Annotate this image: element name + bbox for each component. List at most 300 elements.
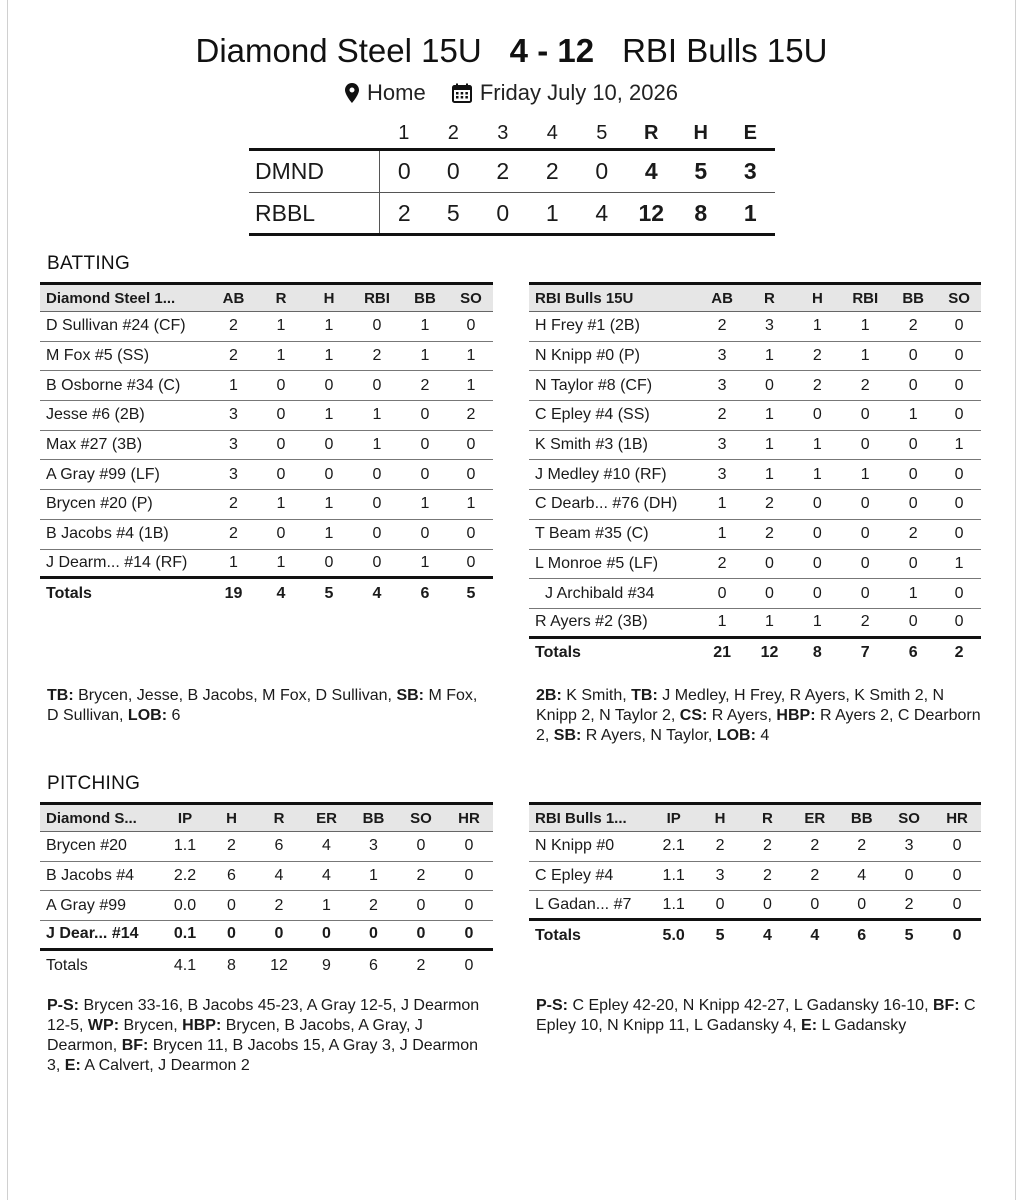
stat-cell: 3 xyxy=(717,347,727,365)
line-score-row-home xyxy=(249,192,775,233)
team-abbrev: RBBL xyxy=(255,199,316,226)
table-row xyxy=(529,520,981,550)
player-name: J Archibald #34 xyxy=(545,584,655,602)
runs-total: 12 xyxy=(638,199,665,226)
stat-column-header: R xyxy=(764,289,775,307)
inning-score: 0 xyxy=(446,158,460,184)
table-row xyxy=(529,342,981,372)
stat-cell: 2 xyxy=(229,525,238,543)
stat-cell: 0 xyxy=(954,347,964,365)
player-name: C Dearb... #76 (DH) xyxy=(535,495,678,513)
player-name: N Knipp #0 (P) xyxy=(535,347,640,365)
stat-cell: 1 xyxy=(466,347,476,365)
line-score-body xyxy=(249,148,775,236)
stat-column-header: H xyxy=(226,809,237,827)
table-row xyxy=(529,891,981,921)
table-row xyxy=(40,371,493,401)
stat-column-header: H xyxy=(323,289,335,307)
stat-cell: 1 xyxy=(276,495,286,513)
stat-column-header: SO xyxy=(460,289,482,307)
stat-cell: 2 xyxy=(466,406,476,424)
inning-3-header: 3 xyxy=(497,121,509,144)
note-value: R Ayers 2, C Dearborn 2, xyxy=(536,707,981,744)
note-key: CS: xyxy=(679,707,708,724)
note-value: J Medley, H Frey, R Ayers, K Smith 2, N Knipp 2, N Taylor 2, xyxy=(536,687,945,724)
player-name: N Taylor #8 (CF) xyxy=(535,376,653,394)
stat-cell: 1 xyxy=(860,347,870,365)
player-name: M Fox #5 (SS) xyxy=(46,347,150,365)
left-edge-line xyxy=(7,0,8,1200)
table-header-row xyxy=(40,802,493,832)
totals-cell: 19 xyxy=(224,585,243,603)
stat-cell: 2 xyxy=(908,317,918,335)
table-row xyxy=(40,550,493,580)
stat-cell: 1 xyxy=(812,317,822,335)
player-name: C Epley #4 (SS) xyxy=(535,406,650,424)
stat-cell: 1 xyxy=(372,436,382,454)
stat-cell: 0 xyxy=(717,584,727,602)
player-name: A Gray #99 xyxy=(46,896,127,914)
stat-cell: 2 xyxy=(810,837,820,855)
stat-cell: 0 xyxy=(812,525,822,543)
stat-cell: 0 xyxy=(715,895,725,913)
stat-column-header: SO xyxy=(410,809,432,827)
note-value: Brycen 33-16, B Jacobs 45-23, A Gray 12-5, J Dearmon 12-5, xyxy=(47,997,480,1034)
stat-cell: 2 xyxy=(857,837,867,855)
stat-cell: 2 xyxy=(904,895,914,913)
stat-cell: 4 xyxy=(322,867,331,885)
stat-cell: 0 xyxy=(420,525,430,543)
away-team-name: Diamond Steel 15U xyxy=(195,32,482,69)
stat-cell: 1 xyxy=(812,436,822,454)
stat-cell: 3 xyxy=(229,406,238,424)
stat-cell: 0 xyxy=(860,525,870,543)
pitching-table-away xyxy=(40,802,493,980)
note-value: R Ayers, N Taylor, xyxy=(581,727,717,744)
totals-row xyxy=(529,639,981,669)
stat-cell: 1 xyxy=(324,525,334,543)
stat-cell: 0 xyxy=(416,896,426,914)
inning-score: 0 xyxy=(595,158,609,184)
stat-cell: 1 xyxy=(765,347,774,365)
batting-notes-home xyxy=(536,686,984,746)
stat-cell: 1 xyxy=(324,406,334,424)
player-name: B Osborne #34 (C) xyxy=(46,376,181,394)
stat-cell: 1 xyxy=(765,613,774,631)
stat-cell: 0 xyxy=(372,376,382,394)
stat-cell: 4 xyxy=(274,867,284,885)
stat-cell: 0 xyxy=(954,465,964,483)
player-name: L Monroe #5 (LF) xyxy=(535,554,659,572)
errors-total: 1 xyxy=(743,199,757,226)
totals-cell: 6 xyxy=(420,585,430,603)
note-key: SB: xyxy=(396,687,424,704)
pitching-table-home xyxy=(529,802,981,951)
table-header-row xyxy=(529,282,981,312)
totals-cell: 4.1 xyxy=(173,956,197,974)
stat-column-header: SO xyxy=(948,289,970,307)
stat-cell: 2 xyxy=(908,525,918,543)
player-name: B Jacobs #4 (1B) xyxy=(46,525,169,543)
totals-cell: 5 xyxy=(715,926,725,944)
inning-score: 5 xyxy=(446,199,460,226)
stat-cell: 1 xyxy=(229,376,238,394)
totals-row xyxy=(40,579,493,609)
team-column-header: Diamond Steel 1... xyxy=(46,289,176,307)
line-score xyxy=(249,118,775,236)
game-title xyxy=(0,32,1023,70)
note-key: LOB: xyxy=(127,707,168,724)
stat-cell: 2 xyxy=(229,317,238,335)
stat-cell: 2 xyxy=(229,347,238,365)
totals-row xyxy=(529,921,981,951)
table-row xyxy=(529,579,981,609)
stat-cell: 0 xyxy=(322,925,331,943)
stat-column-header: IP xyxy=(177,809,193,827)
stat-cell: 3 xyxy=(765,317,774,335)
stat-cell: 0.0 xyxy=(173,896,197,914)
map-pin-icon xyxy=(345,83,359,103)
stat-cell: 0 xyxy=(464,925,474,943)
stat-cell: 2 xyxy=(763,867,772,885)
stat-cell: 2 xyxy=(229,495,238,513)
table-row xyxy=(40,490,493,520)
inning-score: 2 xyxy=(379,193,429,233)
player-name: H Frey #1 (2B) xyxy=(535,317,640,335)
stat-cell: 0 xyxy=(952,867,962,885)
totals-cell: 8 xyxy=(812,644,822,662)
table-row xyxy=(40,342,493,372)
totals-cell: 8 xyxy=(227,956,236,974)
stat-cell: 1 xyxy=(765,406,774,424)
note-value: K Smith, xyxy=(561,687,632,704)
stat-cell: 0 xyxy=(860,554,870,572)
totals-label: Totals xyxy=(535,644,581,662)
stat-column-header: BB xyxy=(362,809,385,827)
pitching-notes-home xyxy=(536,996,984,1036)
stat-cell: 1.1 xyxy=(173,837,197,855)
stat-column-header: IP xyxy=(666,809,681,827)
final-score: 4 - 12 xyxy=(509,32,595,69)
stat-cell: 1 xyxy=(860,317,870,335)
stat-cell: 0 xyxy=(812,554,822,572)
date xyxy=(452,80,678,106)
table-row xyxy=(40,921,493,951)
player-name: D Sullivan #24 (CF) xyxy=(46,317,186,335)
totals-cell: 21 xyxy=(713,644,731,662)
table-row xyxy=(40,832,493,862)
stat-cell: 1 xyxy=(420,495,430,513)
stat-cell: 1 xyxy=(466,495,476,513)
stat-column-header: AB xyxy=(711,289,733,307)
stat-cell: 2 xyxy=(765,495,774,513)
note-value: C Epley 10, N Knipp 11, L Gadansky 4, xyxy=(536,997,976,1034)
stat-cell: 0 xyxy=(904,867,914,885)
stat-cell: 0 xyxy=(420,436,430,454)
stat-column-header: AB xyxy=(222,289,245,307)
stat-column-header: RBI xyxy=(364,289,390,307)
stat-cell: 1.1 xyxy=(662,867,685,885)
stat-cell: 4 xyxy=(857,867,867,885)
stat-cell: 0 xyxy=(276,406,286,424)
stat-cell: 6 xyxy=(227,867,236,885)
stat-cell: 0 xyxy=(324,465,334,483)
stat-cell: 0 xyxy=(860,584,870,602)
stat-cell: 2 xyxy=(274,896,284,914)
totals-cell: 4 xyxy=(276,585,286,603)
note-value: Brycen, B Jacobs, A Gray, J Dearmon, xyxy=(47,1017,423,1054)
note-key: P-S: xyxy=(47,997,79,1014)
table-row xyxy=(529,371,981,401)
stat-cell: 1 xyxy=(420,317,430,335)
note-key: WP: xyxy=(87,1017,120,1034)
stat-cell: 0 xyxy=(908,347,918,365)
table-row xyxy=(40,312,493,342)
stat-cell: 0 xyxy=(372,465,382,483)
stat-cell: 2 xyxy=(717,406,727,424)
stat-cell: 0 xyxy=(372,553,382,571)
stat-cell: 2 xyxy=(812,347,822,365)
player-name: A Gray #99 (LF) xyxy=(46,465,160,483)
stat-cell: 0 xyxy=(464,867,474,885)
game-meta xyxy=(0,80,1023,109)
table-row xyxy=(529,609,981,639)
table-row xyxy=(40,431,493,461)
runs-header: R xyxy=(644,121,659,144)
table-row xyxy=(529,490,981,520)
note-value: 4 xyxy=(755,727,770,744)
stat-column-header: HR xyxy=(458,809,480,827)
stat-cell: 0 xyxy=(860,406,870,424)
stat-cell: 2 xyxy=(420,376,430,394)
note-key: BF: xyxy=(932,997,960,1014)
stat-cell: 1 xyxy=(812,465,822,483)
stat-cell: 0 xyxy=(466,317,476,335)
player-name: C Epley #4 xyxy=(535,867,614,885)
stat-cell: 2.1 xyxy=(662,837,685,855)
stat-cell: 0 xyxy=(276,376,286,394)
line-score-row-away xyxy=(249,151,775,192)
note-key: TB: xyxy=(631,687,658,704)
inning-2-header: 2 xyxy=(447,121,459,144)
player-name: R Ayers #2 (3B) xyxy=(535,613,648,631)
stat-cell: 1 xyxy=(765,436,774,454)
inning-score: 1 xyxy=(545,199,559,226)
totals-cell: 4 xyxy=(810,926,820,944)
runs-total: 4 xyxy=(644,158,658,184)
stat-column-header: H xyxy=(714,809,726,827)
totals-cell: 6 xyxy=(857,926,867,944)
stat-column-header: BB xyxy=(414,289,436,307)
stat-cell: 2 xyxy=(372,347,382,365)
totals-cell: 5 xyxy=(324,585,334,603)
note-key: BF: xyxy=(121,1037,149,1054)
table-row xyxy=(529,401,981,431)
player-name: N Knipp #0 xyxy=(535,837,615,855)
totals-cell: 9 xyxy=(322,956,331,974)
stat-cell: 3 xyxy=(717,376,727,394)
stat-column-header: ER xyxy=(316,809,337,827)
stat-cell: 0 xyxy=(416,925,426,943)
stat-cell: 3 xyxy=(717,465,727,483)
stat-cell: 0 xyxy=(369,925,378,943)
stat-cell: 1 xyxy=(908,584,918,602)
stat-column-header: SO xyxy=(898,809,920,827)
note-key: SB: xyxy=(553,727,582,744)
stat-cell: 0 xyxy=(324,436,334,454)
stat-cell: 0 xyxy=(765,584,774,602)
stat-cell: 0 xyxy=(908,554,918,572)
note-value: Brycen, xyxy=(119,1017,183,1034)
stat-cell: 1 xyxy=(954,554,964,572)
table-row xyxy=(40,460,493,490)
stat-cell: 1 xyxy=(717,613,727,631)
stat-cell: 0 xyxy=(274,925,284,943)
stat-cell: 1 xyxy=(276,347,286,365)
stat-cell: 2 xyxy=(717,554,727,572)
stat-cell: 0 xyxy=(954,406,964,424)
stat-cell: 1 xyxy=(908,406,918,424)
totals-cell: 4 xyxy=(372,585,382,603)
stat-cell: 2 xyxy=(860,376,870,394)
player-name: L Gadan... #7 xyxy=(535,895,632,913)
player-name: B Jacobs #4 xyxy=(46,867,135,885)
player-name: J Medley #10 (RF) xyxy=(535,465,667,483)
stat-column-header: R xyxy=(273,809,285,827)
stat-cell: 3 xyxy=(369,837,378,855)
stat-cell: 2 xyxy=(227,837,236,855)
table-header-row xyxy=(529,802,981,832)
totals-label: Totals xyxy=(46,956,88,974)
totals-cell: 4 xyxy=(763,926,772,944)
stat-cell: 3 xyxy=(229,436,238,454)
calendar-icon xyxy=(452,83,472,103)
totals-label: Totals xyxy=(46,585,92,603)
player-name: Brycen #20 xyxy=(46,837,127,855)
stat-cell: 1 xyxy=(420,553,430,571)
stat-cell: 0 xyxy=(908,376,918,394)
stat-cell: 1 xyxy=(812,613,822,631)
batting-table-away xyxy=(40,282,493,609)
hits-total: 8 xyxy=(694,199,708,226)
player-name: J Dearm... #14 (RF) xyxy=(46,553,188,571)
date-text: Friday July 10, 2026 xyxy=(479,80,678,105)
table-row xyxy=(529,431,981,461)
totals-cell: 0 xyxy=(952,926,962,944)
right-edge-line xyxy=(1015,0,1016,1200)
stat-cell: 0 xyxy=(276,525,286,543)
note-value: L Gadansky xyxy=(817,1017,907,1034)
totals-cell: 5.0 xyxy=(662,926,685,944)
stat-cell: 2 xyxy=(369,896,378,914)
location-text: Home xyxy=(367,80,426,105)
totals-cell: 12 xyxy=(270,956,288,974)
note-key: E: xyxy=(64,1057,81,1074)
totals-cell: 12 xyxy=(760,644,779,662)
stat-cell: 0 xyxy=(857,895,867,913)
stat-cell: 6 xyxy=(274,837,284,855)
table-row xyxy=(529,550,981,580)
player-name: J Dear... #14 xyxy=(46,925,139,943)
line-score-header xyxy=(249,118,775,148)
inning-score: 0 xyxy=(379,151,429,192)
player-name: Brycen #20 (P) xyxy=(46,495,153,513)
stat-cell: 0 xyxy=(860,436,870,454)
totals-cell: 2 xyxy=(416,956,426,974)
stat-cell: 0 xyxy=(420,465,430,483)
stat-cell: 2 xyxy=(717,317,727,335)
stat-cell: 0 xyxy=(952,895,962,913)
player-name: Max #27 (3B) xyxy=(46,436,143,454)
home-team-name: RBI Bulls 15U xyxy=(622,32,828,69)
stat-cell: 2 xyxy=(812,376,822,394)
note-key: P-S: xyxy=(536,997,568,1014)
inning-score: 0 xyxy=(496,199,510,226)
stat-cell: 0 xyxy=(372,525,382,543)
stat-cell: 0 xyxy=(908,436,918,454)
stat-column-header: RBI xyxy=(852,289,879,307)
stat-cell: 0 xyxy=(812,406,822,424)
inning-score: 4 xyxy=(595,199,609,226)
location xyxy=(345,80,426,106)
player-name: K Smith #3 (1B) xyxy=(535,436,648,454)
stat-cell: 0 xyxy=(276,465,286,483)
stat-cell: 1 xyxy=(372,406,382,424)
stat-cell: 2 xyxy=(715,837,725,855)
inning-1-header: 1 xyxy=(398,121,410,144)
errors-header: E xyxy=(743,121,757,144)
stat-cell: 0 xyxy=(812,495,822,513)
stat-cell: 1.1 xyxy=(662,895,685,913)
stat-cell: 0 xyxy=(324,376,334,394)
stat-cell: 1 xyxy=(765,465,774,483)
batting-notes-away xyxy=(47,686,487,726)
stat-column-header: R xyxy=(275,289,287,307)
note-value: 6 xyxy=(167,707,181,724)
totals-cell: 5 xyxy=(904,926,914,944)
stat-column-header: ER xyxy=(804,809,826,827)
pitching-section-label: PITCHING xyxy=(47,773,141,794)
stat-cell: 0 xyxy=(466,465,476,483)
stat-cell: 3 xyxy=(904,837,914,855)
stat-cell: 0 xyxy=(372,495,382,513)
stat-cell: 0 xyxy=(908,465,918,483)
stat-cell: 2 xyxy=(860,613,870,631)
stat-cell: 2 xyxy=(765,525,774,543)
stat-cell: 1 xyxy=(369,867,378,885)
pitching-notes-away xyxy=(47,996,487,1076)
stat-cell: 1 xyxy=(276,553,286,571)
stat-cell: 1 xyxy=(717,495,727,513)
stat-cell: 2 xyxy=(810,867,820,885)
stat-cell: 1 xyxy=(322,896,331,914)
note-key: E: xyxy=(801,1017,818,1034)
table-row xyxy=(40,862,493,892)
inning-4-header: 4 xyxy=(546,121,558,144)
table-row xyxy=(529,832,981,862)
stat-cell: 0 xyxy=(416,837,426,855)
note-value: Brycen, Jesse, B Jacobs, M Fox, D Sullivan, xyxy=(73,687,397,704)
note-key: 2B: xyxy=(536,687,562,704)
stat-cell: 0 xyxy=(324,553,334,571)
stat-cell: 0 xyxy=(954,376,964,394)
player-name: Jesse #6 (2B) xyxy=(46,406,145,424)
totals-label: Totals xyxy=(535,926,581,944)
note-key: LOB: xyxy=(716,727,756,744)
errors-total: 3 xyxy=(743,158,757,184)
stat-cell: 0 xyxy=(227,925,236,943)
table-header-row xyxy=(40,282,493,312)
